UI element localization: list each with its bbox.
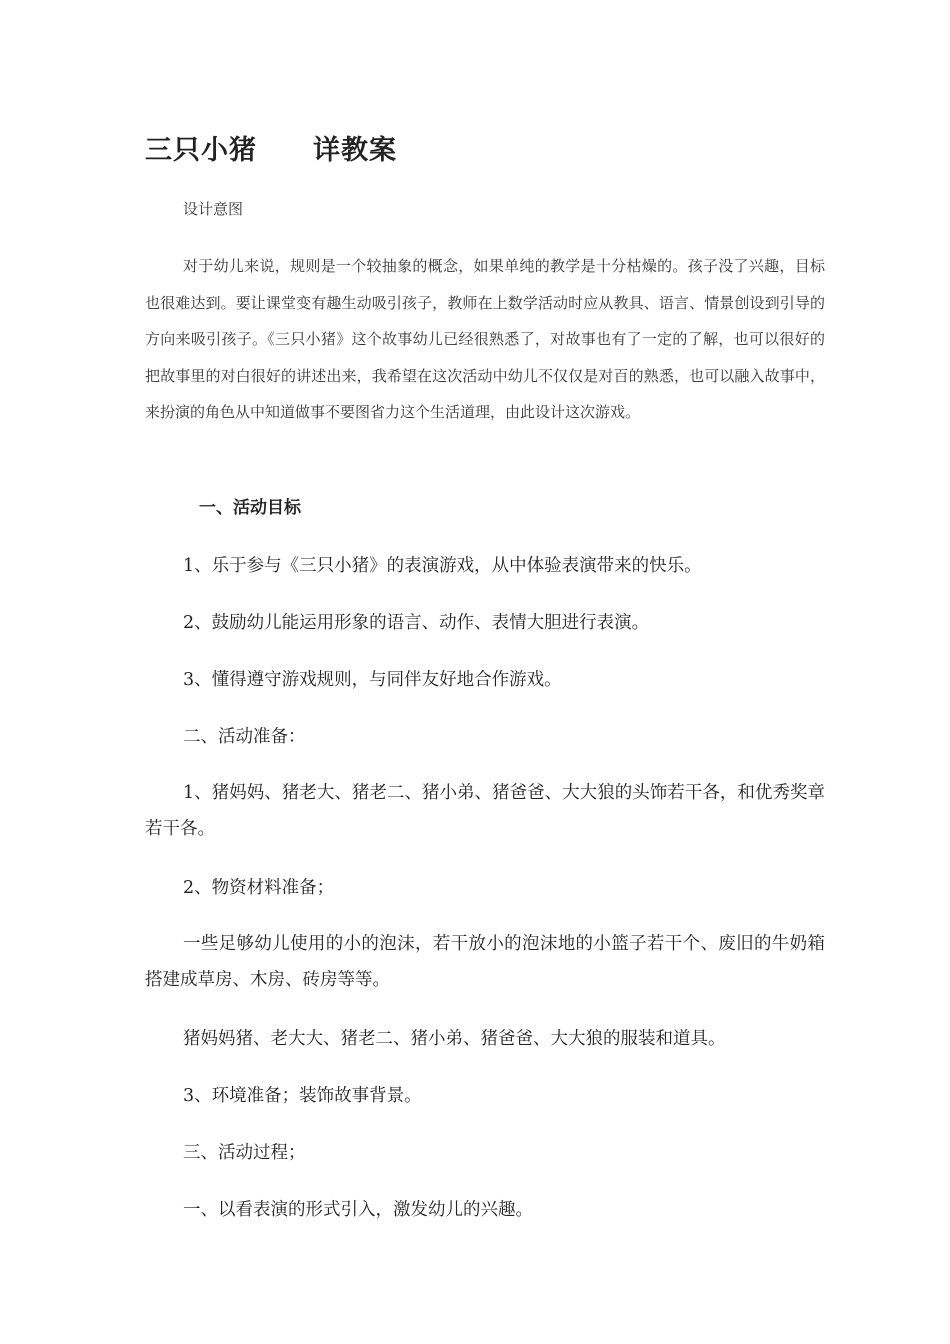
- design-intent-paragraph: 对于幼儿来说，规则是一个较抽象的概念，如果单纯的教学是十分枯燥的。孩子没了兴趣，目标也很难达到。要让课堂变有趣生动吸引孩子，教师在上数学活动时应从教具、语言、情景创设到引导的方向来吸引孩子。《三只小猪》这个故事幼儿已经很熟悉了，对故事也有了一定的了解，也可以很好的把故事里的对白很好的讲述出来，我希望在这次活动中幼儿不仅仅是对百的熟悉，也可以融入故事中，来扮演的角色从中知道做事不要图省力这个生活道理，由此设计这次游戏。: [145, 257, 825, 422]
- goal-item-3: 3、懂得遵守游戏规则，与同伴友好地合作游戏。: [183, 670, 562, 690]
- section-process-heading: 三、活动过程；: [183, 1143, 306, 1163]
- goal-item-1: 1、乐于参与《三只小猪》的表演游戏，从中体验表演带来的快乐。: [183, 556, 702, 576]
- preparation-item-1: 1、猪妈妈、猪老大、猪老二、猪小弟、猪爸爸、大大狼的头饰若干各，和优秀奖章若干各。: [145, 783, 825, 839]
- preparation-item-2-costume: 猪妈妈猪、老大大、猪老二、猪小弟、猪爸爸、大大狼的服装和道具。: [183, 1029, 726, 1049]
- page-title: 三只小猪 详教案: [145, 135, 397, 166]
- goal-item-2: 2、鼓励幼儿能运用形象的语言、动作、表情大胆进行表演。: [183, 613, 650, 633]
- preparation-item-2-detail: 一些足够幼儿使用的小的泡沫，若干放小的泡沫地的小篮子若干个、废旧的牛奶箱搭建成草房、木房、砖房等等。: [145, 934, 825, 990]
- section-activity-goals-heading: 一、活动目标: [199, 498, 301, 518]
- design-intent-heading: 设计意图: [183, 200, 244, 218]
- preparation-item-3: 3、环境准备；装饰故事背景。: [183, 1086, 422, 1106]
- preparation-item-2: 2、物资材料准备；: [183, 878, 335, 898]
- section-preparation-heading: 二、活动准备：: [183, 727, 306, 747]
- process-step-1: 一、以看表演的形式引入，激发幼儿的兴趣。: [183, 1200, 533, 1220]
